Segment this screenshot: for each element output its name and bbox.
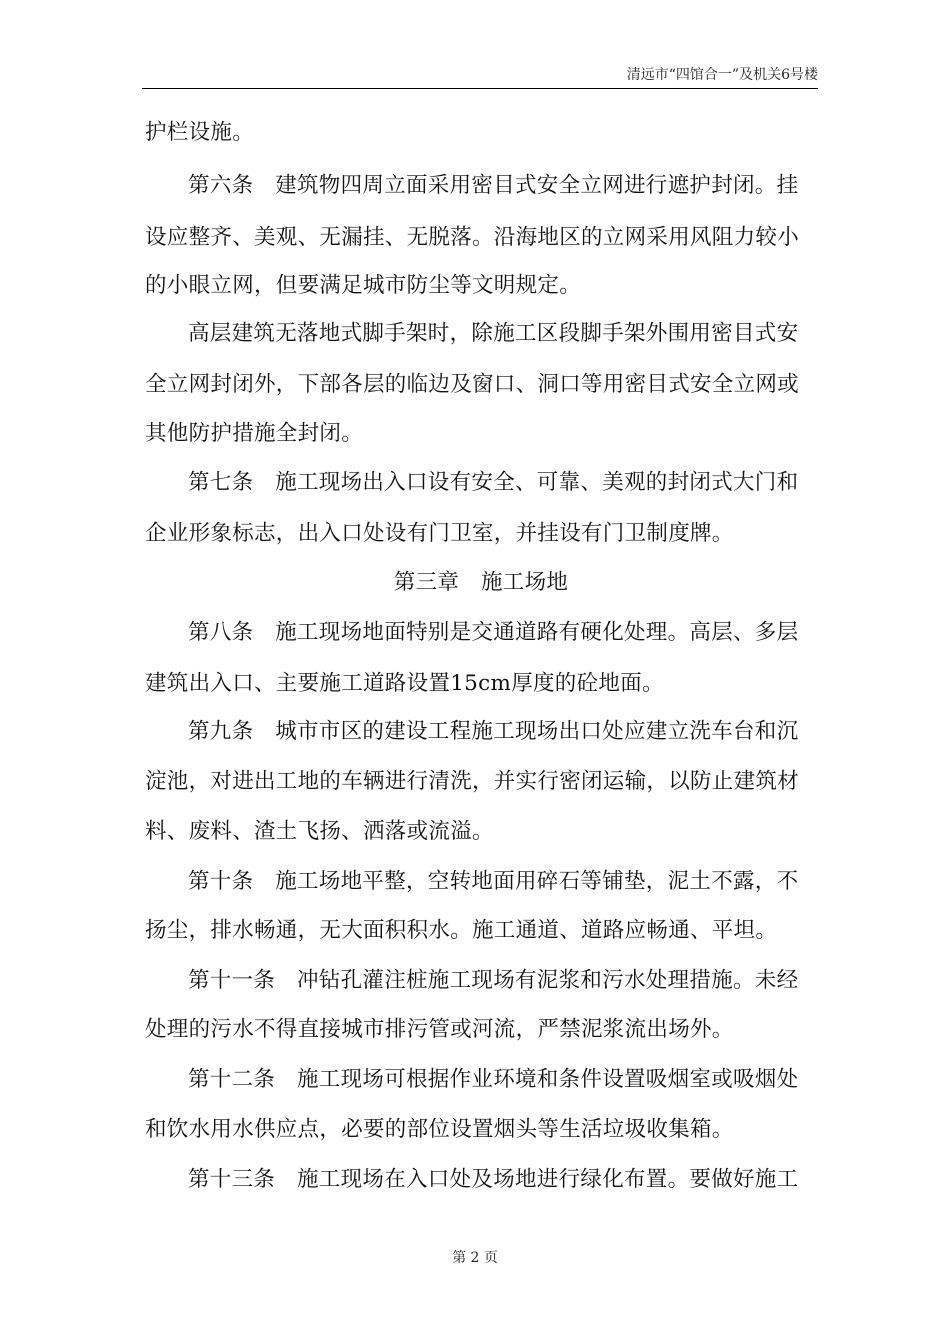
body-line: 扬尘，排水畅通，无大面积积水。施工通道、道路应畅通、平坦。 <box>145 918 778 943</box>
body-line: 其他防护措施全封闭。 <box>145 421 364 446</box>
chapter-heading: 第三章 施工场地 <box>393 570 569 595</box>
header-rule <box>142 88 818 89</box>
article-8-line: 第八条 施工现场地面特别是交通道路有硬化处理。高层、多层 <box>188 620 799 645</box>
article-13-line: 第十三条 施工现场在入口处及场地进行绿化布置。要做好施工 <box>188 1167 799 1192</box>
body-line: 企业形象标志，出入口处设有门卫室，并挂设有门卫制度牌。 <box>145 521 734 546</box>
body-line: 料、废料、渣土飞扬、洒落或流溢。 <box>145 819 494 844</box>
article-10-line: 第十条 施工场地平整，空转地面用碎石等铺垫，泥土不露，不 <box>188 869 799 894</box>
body-line: 全立网封闭外，下部各层的临边及窗口、洞口等用密目式安全立网或 <box>145 372 800 397</box>
body-line: 建筑出入口、主要施工道路设置15cm厚度的砼地面。 <box>145 671 664 696</box>
body-line: 的小眼立网，但要满足城市防尘等文明规定。 <box>145 273 582 298</box>
article-7-line: 第七条 施工现场出入口设有安全、可靠、美观的封闭式大门和 <box>188 470 799 495</box>
body-line: 设应整齐、美观、无漏挂、无脱落。沿海地区的立网采用风阻力较小 <box>145 225 800 250</box>
running-header: 清远市“四馆合一”及机关6号楼 <box>626 67 818 83</box>
article-9-line: 第九条 城市市区的建设工程施工现场出口处应建立洗车台和沉 <box>188 719 799 744</box>
page-number: 第 2 页 <box>452 1250 498 1266</box>
article-12-line: 第十二条 施工现场可根据作业环境和条件设置吸烟室或吸烟处 <box>188 1067 799 1092</box>
body-line: 护栏设施。 <box>145 120 255 145</box>
article-11-line: 第十一条 冲钻孔灌注桩施工现场有泥浆和污水处理措施。未经 <box>188 968 799 993</box>
body-line: 淀池，对进出工地的车辆进行清洗，并实行密闭运输，以防止建筑材 <box>145 769 800 794</box>
body-line: 和饮水用水供应点，必要的部位设置烟头等生活垃圾收集箱。 <box>145 1117 734 1142</box>
paragraph-line: 高层建筑无落地式脚手架时，除施工区段脚手架外围用密目式安 <box>188 321 799 346</box>
article-6-line: 第六条 建筑物四周立面采用密目式安全立网进行遮护封闭。挂 <box>188 173 799 198</box>
body-line: 处理的污水不得直接城市排污管或河流，严禁泥浆流出场外。 <box>145 1017 734 1042</box>
